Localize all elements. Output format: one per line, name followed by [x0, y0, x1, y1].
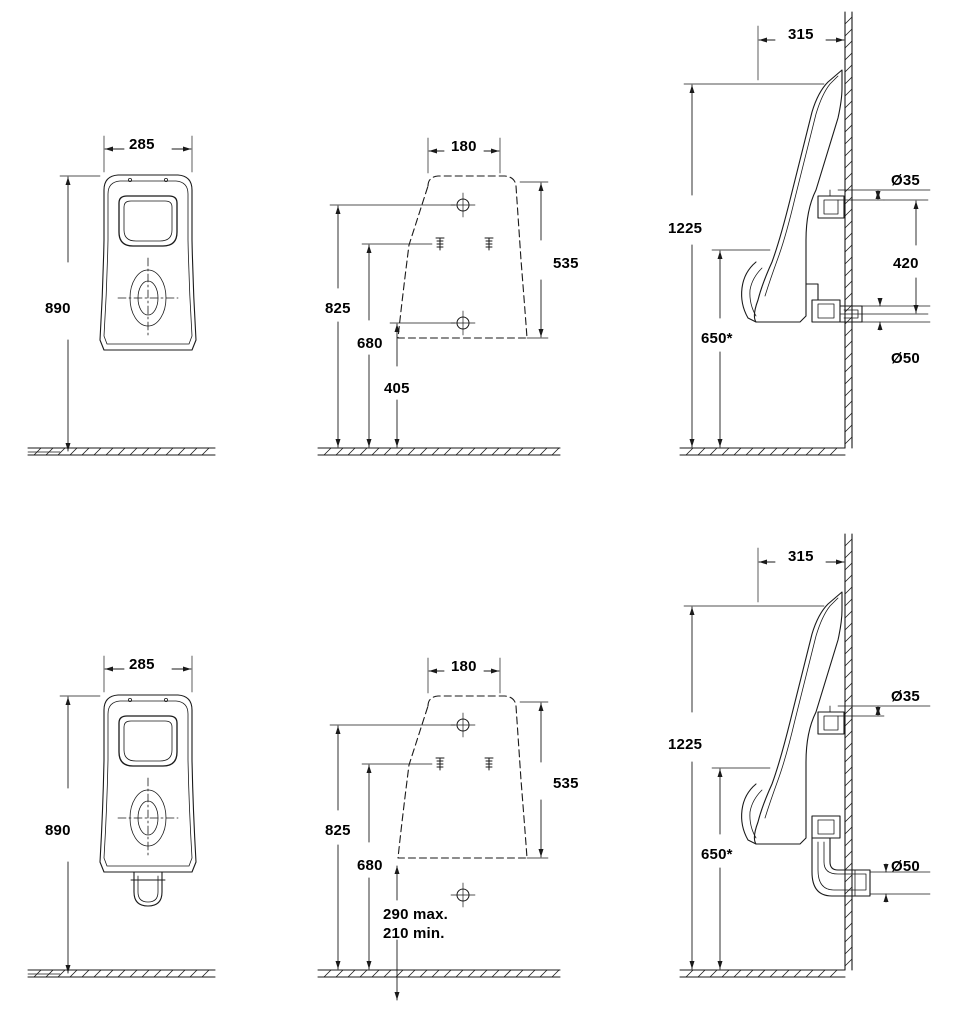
- dim-label-d50-bottom: Ø50: [891, 858, 920, 875]
- dim-label-210min: 210 min.: [383, 925, 445, 942]
- drain-detail-bottom-front: [118, 778, 178, 858]
- fixing-points-bottom-rear: [436, 713, 493, 907]
- dim-label-405-top: 405: [384, 380, 410, 397]
- dim-label-890-bottom: 890: [45, 822, 71, 839]
- dim-535-top: [520, 182, 548, 338]
- dim-label-825-top: 825: [325, 300, 351, 317]
- floor-line-top-front: [28, 448, 215, 455]
- trap-pipe-bottom-side: [812, 838, 870, 896]
- connection-fittings-bottom-side: [812, 706, 844, 838]
- dim-650-top: [712, 250, 770, 447]
- floor-line-top-side: [680, 448, 845, 455]
- dim-label-290max: 290 max.: [383, 906, 448, 923]
- wall-line-top-side: [845, 12, 852, 448]
- dim-label-315-bottom: 315: [788, 548, 814, 565]
- dim-label-1225-bottom: 1225: [668, 736, 703, 753]
- dim-label-d50-top: Ø50: [891, 350, 920, 367]
- dim-label-285-bottom: 285: [129, 656, 155, 673]
- dim-label-650-bottom: 650*: [701, 846, 733, 863]
- floor-line-bottom-rear: [318, 970, 560, 977]
- dim-label-420-top: 420: [893, 255, 919, 272]
- dim-label-535-bottom: 535: [553, 775, 579, 792]
- dim-label-d35-top: Ø35: [891, 172, 920, 189]
- dim-1225-top: [684, 84, 824, 447]
- urinal-side-outline-bottom: [742, 592, 842, 844]
- dim-label-825-bottom: 825: [325, 822, 351, 839]
- dim-d50-top: [862, 300, 930, 330]
- outlet-pipe-bottom-front: [131, 872, 165, 906]
- dim-650-bottom: [712, 768, 770, 969]
- dim-label-315-top: 315: [788, 26, 814, 43]
- dim-label-180-top: 180: [451, 138, 477, 155]
- dim-label-180-bottom: 180: [451, 658, 477, 675]
- dim-label-680-bottom: 680: [357, 857, 383, 874]
- floor-line-bottom-side: [680, 970, 845, 977]
- dim-label-535-top: 535: [553, 255, 579, 272]
- dim-1225-bottom: [684, 606, 824, 969]
- floor-line-top-rear: [318, 448, 560, 455]
- dim-label-285-top: 285: [129, 136, 155, 153]
- dim-825-top: [330, 205, 455, 447]
- dim-535-bottom: [520, 702, 548, 858]
- dim-label-680-top: 680: [357, 335, 383, 352]
- floor-line-bottom-front: [28, 970, 215, 977]
- wall-line-bottom-side: [845, 534, 852, 970]
- urinal-rear-outline-bottom: [398, 696, 527, 858]
- urinal-rear-outline-top: [398, 176, 527, 338]
- drain-detail-top-front: [118, 258, 178, 338]
- connection-fittings-top-side: [806, 190, 862, 322]
- dim-label-d35-bottom: Ø35: [891, 688, 920, 705]
- fixing-points-top-rear: [436, 193, 493, 335]
- dim-label-1225-top: 1225: [668, 220, 703, 237]
- dim-label-890-top: 890: [45, 300, 71, 317]
- dim-label-650-top: 650*: [701, 330, 733, 347]
